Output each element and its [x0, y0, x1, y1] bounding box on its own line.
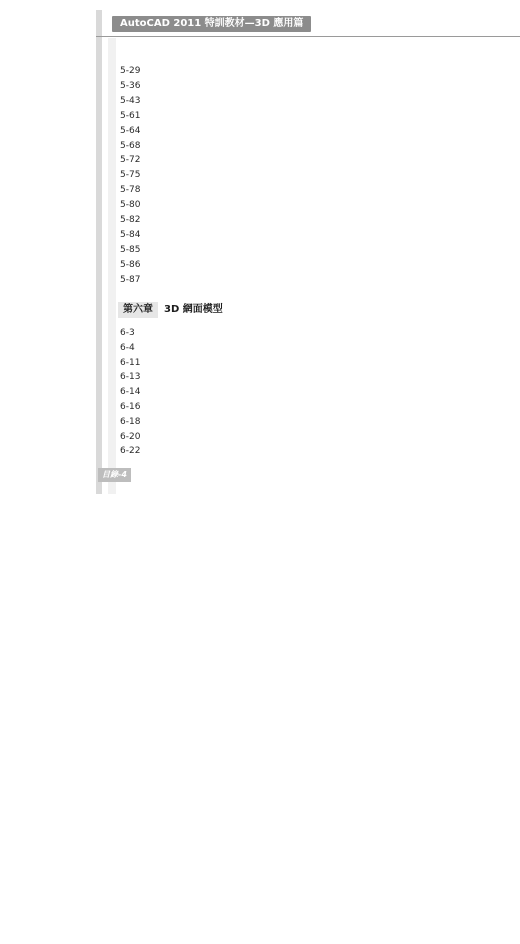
toc-entry [118, 213, 414, 227]
toc-entry-page: 6-4 [118, 341, 520, 841]
toc-entry [118, 444, 414, 458]
toc-entry-page: 5-61 [118, 109, 520, 609]
page-spine-bar [96, 10, 102, 494]
toc-entry [118, 356, 414, 370]
toc-entry [118, 168, 414, 182]
toc-entry [118, 124, 414, 138]
toc-entry [118, 139, 414, 153]
toc-entry-page: 5-64 [118, 124, 520, 624]
header-title: AutoCAD 2011 特訓教材—3D 應用篇 [112, 16, 311, 32]
toc-entry [118, 400, 414, 414]
toc-entry-page: 6-22 [118, 444, 520, 944]
chapter-title: 3D 網面模型 [164, 304, 223, 315]
chapter-label: 第六章 [118, 302, 158, 318]
toc-entry-page: 5-85 [118, 243, 520, 743]
toc-entry [118, 258, 414, 272]
toc-entry [118, 385, 414, 399]
toc-entry [118, 64, 414, 78]
toc-entry [118, 341, 414, 355]
toc-entry-page: 5-87 [118, 273, 520, 773]
toc-entry-page: 5-75 [118, 168, 520, 668]
toc-entry [118, 430, 414, 444]
toc-entry-page: 5-68 [118, 139, 520, 639]
toc-entry-page: 6-16 [118, 400, 520, 900]
toc-entry [118, 243, 414, 257]
toc-entry-page: 6-20 [118, 430, 520, 930]
toc-entry [118, 370, 414, 384]
toc-entry-page: 5-29 [118, 64, 520, 564]
toc-entry-page: 5-80 [118, 198, 520, 698]
page-number-footer: 目錄-4 [98, 468, 131, 482]
toc-entry [118, 228, 414, 242]
running-header [96, 14, 516, 36]
toc-entry-page: 6-3 [118, 326, 520, 826]
toc-entry [118, 415, 414, 429]
toc-entry [118, 109, 414, 123]
toc-entry [118, 79, 414, 93]
toc-entry [118, 94, 414, 108]
toc-entry-page: 5-84 [118, 228, 520, 728]
toc-entry [118, 326, 414, 340]
toc-entry-page: 5-82 [118, 213, 520, 713]
toc-entry-page: 6-13 [118, 370, 520, 870]
toc-entry [118, 183, 414, 197]
toc-entry-page: 5-36 [118, 79, 520, 579]
toc-entry-page: 6-14 [118, 385, 520, 885]
toc-entry-page: 5-72 [118, 153, 520, 653]
toc-entry-page: 5-78 [118, 183, 520, 683]
toc-entry-page: 5-86 [118, 258, 520, 758]
toc-entry-page: 6-18 [118, 415, 520, 915]
header-rule [96, 36, 520, 37]
chapter-heading [118, 301, 414, 319]
toc-entry [118, 153, 414, 167]
toc-entry-page: 5-43 [118, 94, 520, 594]
margin-band [108, 38, 116, 494]
toc-entry [118, 198, 414, 212]
toc-entry [118, 273, 414, 287]
toc-entry-page: 6-11 [118, 356, 520, 856]
